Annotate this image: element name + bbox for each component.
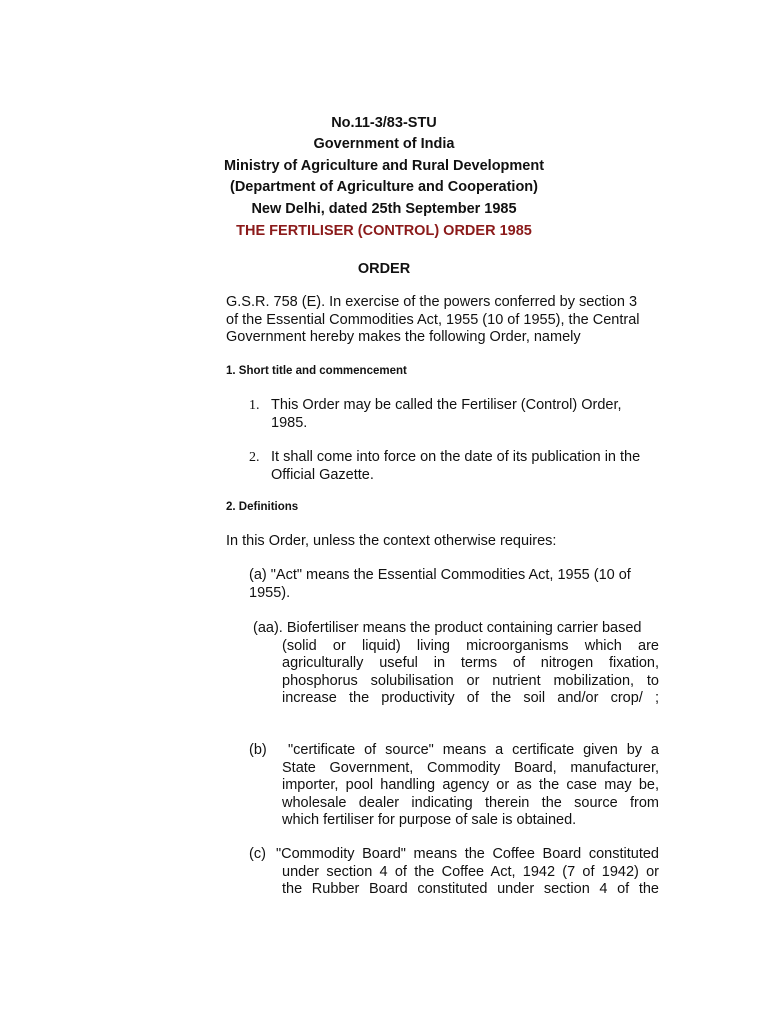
- definition-aa-line: [282, 673, 659, 691]
- definition-c-line: [282, 881, 659, 899]
- definition-aa-body: [282, 638, 659, 708]
- list-item-text: This Order may be called the Fertiliser (Control) Order,: [271, 397, 622, 413]
- list-item-text: Official Gazette.: [271, 466, 374, 483]
- preamble-line-2: of the Essential Commodities Act, 1955 (10 of 1955), the Central: [226, 311, 640, 328]
- definition-b-line: [282, 812, 659, 830]
- definition-c-line-1: [276, 846, 659, 864]
- definition-a-line-1: (a) "Act" means the Essential Commodities Act, 1955 (10 of: [249, 567, 631, 583]
- list-item-number: 2.: [249, 450, 260, 465]
- definition-c-text: under section 4 of the Coffee Act, 1942 (7 of 1942) or: [282, 863, 659, 880]
- definition-c-text: the Rubber Board constituted under section 4 of the: [282, 881, 659, 897]
- definition-b-text: State Government, Commodity Board, manufacturer,: [282, 759, 659, 776]
- preamble-line-1: G.S.R. 758 (E). In exercise of the powers conferred by section 3: [226, 294, 638, 310]
- definition-c-first-text: "Commodity Board" means the Coffee Board constituted: [276, 846, 659, 862]
- definition-aa-text: increase the productivity of the soil and/or crop/ ;: [282, 690, 659, 706]
- definition-aa-first-text: (aa). Biofertiliser means the product containing carrier based: [253, 620, 642, 636]
- section-2-heading: 2. Definitions: [226, 501, 299, 513]
- government-name: Government of India: [313, 136, 455, 152]
- definition-aa-line-1: [253, 620, 659, 638]
- definition-b-first-text: "certificate of source" means a certificate given by a: [288, 742, 659, 758]
- definition-c-line: [282, 864, 659, 882]
- list-item-text: It shall come into force on the date of its publication in the: [271, 449, 641, 465]
- definition-a-line-2: 1955).: [249, 584, 291, 601]
- definition-b-line: [282, 777, 659, 795]
- definition-c-body: [282, 864, 659, 899]
- definition-b-body: [282, 760, 659, 830]
- document-number: No.11-3/83-STU: [331, 115, 437, 131]
- place-date: New Delhi, dated 25th September 1985: [251, 201, 517, 217]
- definition-b-text: importer, pool handling agency or as the case may be,: [282, 777, 659, 793]
- department-name: (Department of Agriculture and Cooperation): [230, 179, 538, 195]
- definition-b-line: [282, 760, 659, 778]
- definition-aa-text: agriculturally useful in terms of nitrogen fixation,: [282, 655, 659, 671]
- definition-b-text: wholesale dealer indicating therein the source from: [282, 794, 659, 811]
- definition-c-label: (c): [249, 846, 266, 862]
- definition-b-text: which fertiliser for purpose of sale is obtained.: [282, 812, 577, 828]
- ministry-name: Ministry of Agriculture and Rural Development: [223, 158, 545, 174]
- definition-aa-text: (solid or liquid) living microorganisms which are: [282, 637, 659, 654]
- document-title: THE FERTILISER (CONTROL) ORDER 1985: [236, 223, 532, 239]
- section-1-heading: 1. Short title and commencement: [226, 365, 407, 377]
- definition-aa-line: [282, 655, 659, 673]
- definition-b-label: (b): [249, 742, 267, 758]
- definition-aa-line: [282, 690, 659, 708]
- definition-b-line-1: [288, 742, 659, 760]
- list-item-number: 1.: [249, 398, 260, 413]
- list-item-text: 1985.: [271, 414, 308, 431]
- definition-b-line: [282, 795, 659, 813]
- definition-aa-text: phosphorus solubilisation or nutrient mobilization, to: [282, 672, 659, 689]
- order-heading: ORDER: [357, 261, 411, 277]
- preamble-line-3: Government hereby makes the following Order, namely: [226, 329, 581, 345]
- definitions-intro: In this Order, unless the context otherwise requires:: [226, 533, 557, 549]
- definition-aa-line: [282, 638, 659, 656]
